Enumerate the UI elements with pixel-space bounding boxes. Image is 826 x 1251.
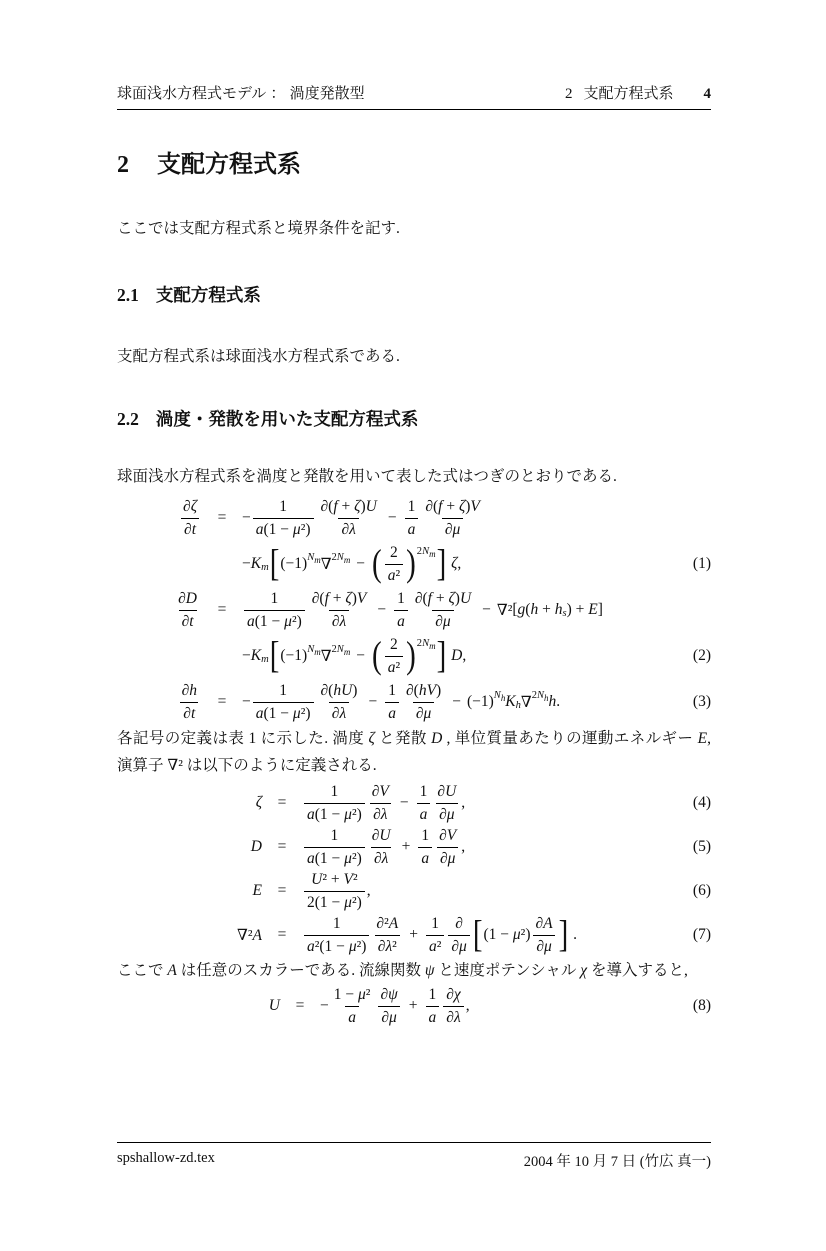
equation-rhs: −K m [ (−1) $N_m$ ∇ $2N_m$ − ( $\frac{2}{\text{a²}}$ ) $2N_m$ ] ζ, [242, 542, 462, 585]
bracket-delimiter: ( [372, 634, 382, 677]
equation-row [117, 679, 711, 725]
subsection-title: 渦度・発散を用いた支配方程式系 [155, 409, 419, 429]
bracket-delimiter: ] [436, 542, 447, 585]
equation-rhs: $\frac{\text{U² + V²}}{\text{2(1 − μ²)}}$ , [302, 870, 371, 912]
equation-relation: = [217, 693, 227, 710]
page-content [117, 82, 711, 1028]
running-header-section-number: 2 [564, 86, 573, 102]
equation-relation: = [277, 838, 287, 855]
equation-rhs: − $\frac{1}{\text{a(1 − μ²)}}$ $\frac{\partial(f + \zeta)U}{\partial\lambda}$ − $\frac{1}{a}$ $\frac{\partial(f + \zeta)V}{\partial\mu}$ [242, 498, 480, 538]
bracket-delimiter: [ [269, 634, 280, 677]
equation-relation: = [295, 997, 305, 1014]
equation-lhs: ∇²A [237, 926, 262, 944]
equation-rhs: −K m [ (−1) $N_m$ ∇ $2N_m$ − ( $\frac{2}{\text{a²}}$ ) $2N_m$ ] D, [242, 634, 467, 677]
running-header-section [565, 82, 711, 103]
running-header-title: 球面浅水方程式モデル ： 渦度発散型 [117, 85, 365, 102]
footer-filename: spshallow-zd.tex [117, 1150, 215, 1166]
section-title: 支配方程式系 [157, 151, 301, 178]
page-footer [117, 1142, 711, 1171]
subsection-heading-2-2 [117, 406, 711, 431]
section-heading [117, 144, 711, 179]
paragraph-sub2-intro: 球面浅水方程式系を渦度と発散を用いて表した式はつぎのとおりである. [117, 468, 617, 485]
subsection-title: 支配方程式系 [155, 285, 261, 305]
paragraph-sub1: 支配方程式系は球面浅水方程式系である. [117, 348, 400, 365]
subsection-number: 2.1 [117, 285, 139, 305]
equation-number: (6) [692, 882, 711, 899]
equation-row [117, 781, 711, 825]
document-page [0, 82, 826, 1251]
page-number: 4 [703, 86, 711, 102]
equation-lhs: D [250, 838, 262, 855]
equation-rhs: $\frac{1}{\text{a(1 − μ²)}}$ $\frac{\partial U}{\partial\lambda}$ + $\frac{1}{a}$ $\frac{\partial V}{\partial\mu}$ , [302, 826, 465, 868]
equation-rhs: − $\frac{1}{\text{a(1 − μ²)}}$ $\frac{\partial(hU)}{\partial\lambda}$ − $\frac{1}{a}$ $\frac{\partial(hV)}{\partial\mu}$ − (−1) $N_h$ K h ∇ $2N_h$ h. [242, 682, 561, 722]
equation-lhs: $\frac{\partial h}{\partial t}$ [181, 682, 197, 722]
equation-lhs: ζ [255, 794, 262, 811]
equation-number: (1) [692, 555, 711, 572]
equation-lhs: $\frac{\partial\zeta}{\partial t}$ [117, 497, 202, 539]
equation-row [117, 587, 711, 633]
equation-number: (2) [692, 647, 711, 664]
paragraph-symbols: 各記号の定義は表 1 に示した. 渦度 ζ と発散 D , 単位質量あたりの運動エネルギー E, 演算子 ∇² は以下のように定義される. [117, 730, 711, 774]
equation-lhs: $\frac{\partial D}{\partial t}$ [178, 590, 197, 630]
bracket-delimiter: [ [269, 542, 280, 585]
footer-date-author: 2004 年 10 月 7 日 (竹広 真一) [523, 1154, 711, 1170]
subsection-number: 2.2 [117, 409, 139, 429]
running-header [117, 82, 711, 110]
equation-row [117, 869, 711, 913]
equation-row [117, 633, 711, 679]
bracket-delimiter: ) [406, 634, 416, 677]
equation-row [117, 825, 711, 869]
equation-rhs: $\frac{1}{\text{a(1 − μ²)}}$ $\frac{\partial(f + \zeta)V}{\partial\lambda}$ − $\frac{1}{a}$ $\frac{\partial(f + \zeta)U}{\partial\mu}$ − ∇² [g(h + h s ) + E] [242, 589, 603, 631]
equation-relation: = [277, 926, 287, 943]
equation-rhs: $\frac{1}{\text{a(1 − μ²)}}$ $\frac{\partial V}{\partial\lambda}$ − $\frac{1}{a}$ $\frac{\partial U}{\partial\mu}$ , [302, 782, 465, 824]
equation-number: (8) [692, 997, 711, 1014]
bracket-delimiter: ] [436, 634, 447, 677]
equation-relation: = [277, 882, 287, 899]
bracket-delimiter: ] [558, 913, 569, 956]
equation-number: (4) [692, 794, 711, 811]
equation-row [117, 495, 711, 541]
bracket-delimiter: [ [472, 913, 483, 956]
bracket-delimiter: ( [372, 542, 382, 585]
equation-rhs: − $\frac{\text{1 − μ²}}{a}$ $\frac{\partial\psi}{\partial\mu}$ + $\frac{1}{a}$ $\frac{\partial\chi}{\partial\lambda}$ , [320, 986, 470, 1026]
equation-relation: = [217, 509, 227, 526]
equation-number: (5) [692, 838, 711, 855]
paragraph-intro: ここでは支配方程式系と境界条件を記す. [117, 220, 400, 237]
equation-number: (7) [692, 926, 711, 943]
equation-rhs: $\frac{1}{\text{a²(1 − μ²)}}$ $\frac{\text{∂²A}}{\text{∂λ²}}$ + $\frac{1}{\text{a²}}$ $\frac{\partial}{\partial\mu}$ [ (1 − μ²) $\frac{\partial A}{\partial\mu}$ ] . [302, 914, 577, 956]
equation-group-definitions [117, 781, 711, 957]
equation-group-streamfunction [117, 984, 711, 1028]
subsection-heading-2-1 [117, 282, 711, 307]
equation-row [117, 541, 711, 587]
equation-lhs: E [252, 882, 262, 899]
equation-number: (3) [692, 693, 711, 710]
equation-lhs: U [268, 997, 280, 1014]
equation-group-momentum [117, 495, 711, 725]
section-number: 2 [117, 152, 129, 178]
equation-relation: = [277, 794, 287, 811]
bracket-delimiter: ) [406, 542, 416, 585]
equation-row [117, 984, 711, 1028]
equation-row [117, 913, 711, 957]
running-header-section-title: 支配方程式系 [583, 85, 674, 102]
equation-relation: = [217, 601, 227, 618]
paragraph-scalar: ここで A は任意のスカラーである. 流線関数 ψ と速度ポテンシャル χ を導入すると, [117, 962, 688, 979]
